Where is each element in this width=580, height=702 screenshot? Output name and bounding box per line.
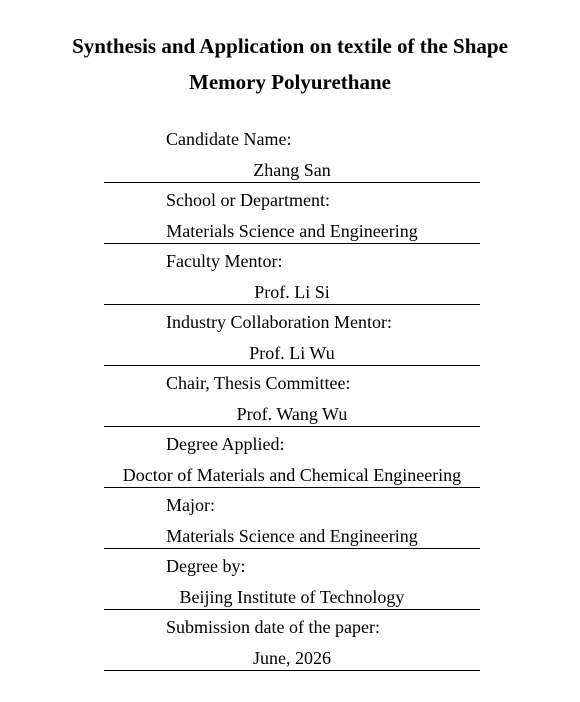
field-value: Prof. Wang Wu bbox=[236, 404, 348, 424]
field-committee-chair bbox=[104, 367, 480, 428]
field-degree-applied bbox=[104, 428, 480, 489]
field-label: Chair, Thesis Committee: bbox=[166, 373, 351, 393]
thesis-title bbox=[0, 28, 580, 100]
field-underline bbox=[104, 426, 480, 427]
thesis-title-line-1: Synthesis and Application on textile of the Shape bbox=[72, 34, 508, 58]
field-value: Beijing Institute of Technology bbox=[179, 587, 405, 607]
field-underline bbox=[104, 365, 480, 366]
field-underline bbox=[104, 243, 480, 244]
field-label: Faculty Mentor: bbox=[166, 251, 283, 271]
field-underline bbox=[104, 548, 480, 549]
field-label: School or Department: bbox=[166, 190, 330, 210]
field-value: Materials Science and Engineering bbox=[166, 221, 418, 241]
field-label: Industry Collaboration Mentor: bbox=[166, 312, 392, 332]
field-label: Submission date of the paper: bbox=[166, 617, 380, 637]
field-value: June, 2026 bbox=[253, 648, 331, 668]
field-value: Materials Science and Engineering bbox=[166, 526, 418, 546]
field-degree-by bbox=[104, 550, 480, 611]
field-label: Degree Applied: bbox=[166, 434, 285, 454]
field-school-or-department bbox=[104, 184, 480, 245]
field-underline bbox=[104, 487, 480, 488]
field-candidate-name bbox=[104, 123, 480, 184]
thesis-title-line-2: Memory Polyurethane bbox=[189, 70, 391, 94]
field-label: Degree by: bbox=[166, 556, 246, 576]
field-value: Zhang San bbox=[253, 160, 331, 180]
field-underline bbox=[104, 182, 480, 183]
field-submission-date bbox=[104, 611, 480, 672]
field-faculty-mentor bbox=[104, 245, 480, 306]
field-underline bbox=[104, 670, 480, 671]
field-label: Candidate Name: bbox=[166, 129, 292, 149]
field-underline bbox=[104, 609, 480, 610]
field-industry-mentor bbox=[104, 306, 480, 367]
field-underline bbox=[104, 304, 480, 305]
field-major bbox=[104, 489, 480, 550]
field-label: Major: bbox=[166, 495, 215, 515]
field-value: Prof. Li Wu bbox=[249, 343, 335, 363]
field-value: Doctor of Materials and Chemical Engineering bbox=[122, 465, 462, 485]
cover-info-fields bbox=[104, 123, 480, 672]
field-value: Prof. Li Si bbox=[254, 282, 330, 302]
